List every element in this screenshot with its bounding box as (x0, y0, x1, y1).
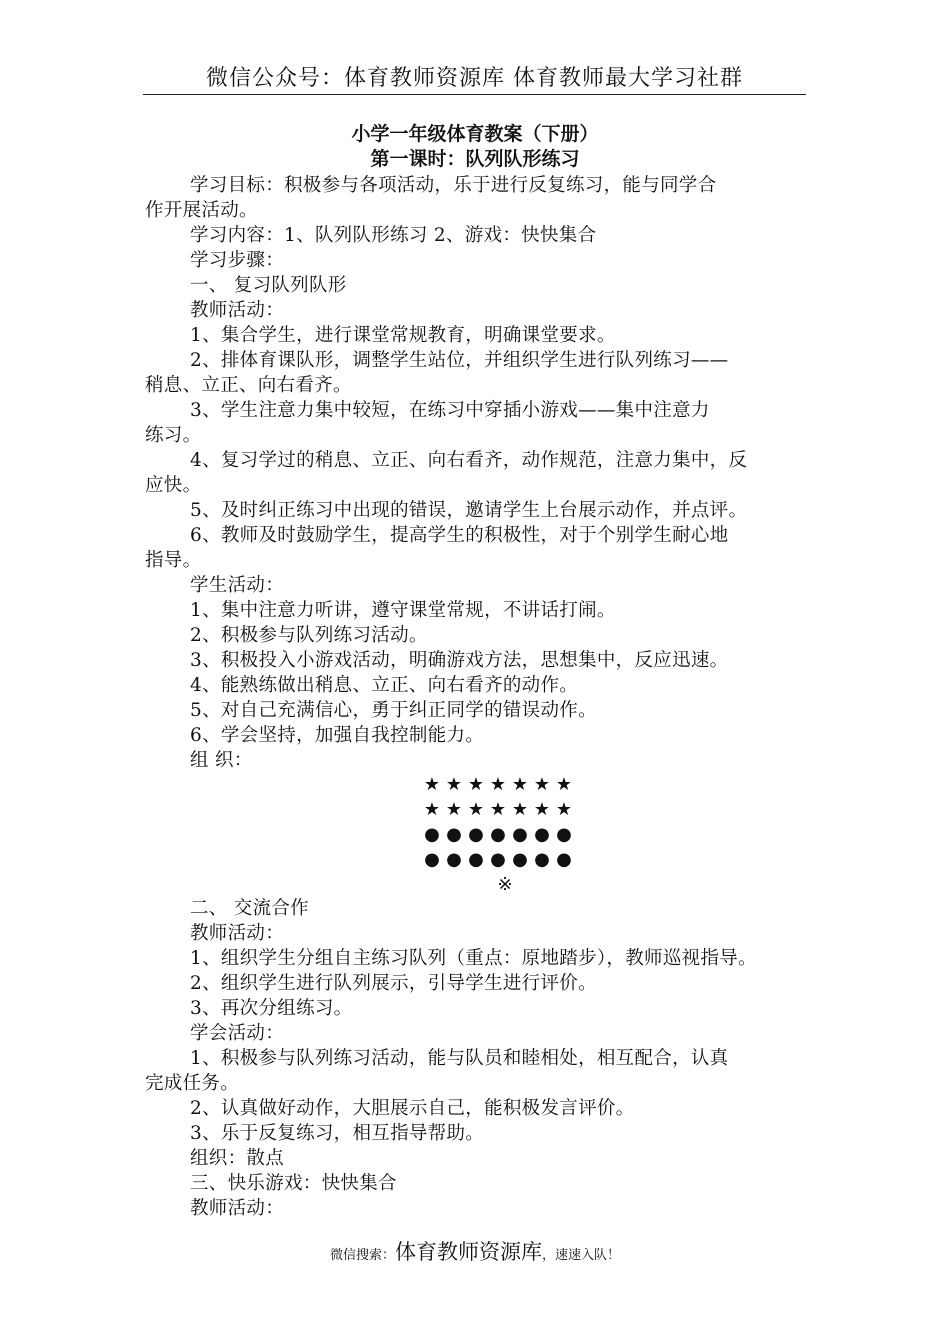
organization-label: 组 织： (190, 750, 253, 771)
teacher-item-3-cont: 练习。 (145, 425, 202, 446)
teacher2-item-1: 1、组织学生分组自主练习队列（重点：原地踏步），教师巡视指导。 (190, 948, 757, 969)
teacher2-item-2: 2、组织学生进行队列展示，引导学生进行评价。 (190, 973, 597, 994)
dot-student-marker: ● (512, 849, 528, 870)
teacher-activity-heading-2: 教师活动： (190, 923, 285, 944)
page-footer (0, 1240, 950, 1268)
learning-content: 学习内容：1、队列队形练习 2、游戏：快快集合 (190, 225, 597, 246)
dot-student-marker: ● (534, 849, 550, 870)
dot-student-marker: ● (468, 849, 484, 870)
teacher-item-2: 2、排体育课队形，调整学生站位，并组织学生进行队列练习—— (190, 350, 729, 371)
dot-student-marker: ● (446, 824, 462, 845)
section-two-heading: 二、 交流合作 (190, 898, 309, 919)
teacher-item-4: 4、复习学过的稍息、立正、向右看齐，动作规范，注意力集中，反 (190, 450, 748, 471)
star-student-marker: ★ (555, 774, 573, 795)
star-student-marker: ★ (489, 774, 507, 795)
dot-student-marker: ● (534, 824, 550, 845)
formation-row (422, 822, 582, 847)
student-item-5: 5、对自己充满信心，勇于纠正同学的错误动作。 (190, 700, 597, 721)
dot-student-marker: ● (424, 824, 440, 845)
student2-item-2: 2、认真做好动作，大胆展示自己，能积极发言评价。 (190, 1098, 635, 1119)
footer-prefix: 微信搜索： (329, 1248, 395, 1263)
document-title: 小学一年级体育教案（下册） (351, 123, 599, 145)
student2-item-1-cont: 完成任务。 (145, 1073, 240, 1094)
star-student-marker: ★ (467, 774, 485, 795)
dot-student-marker: ● (556, 824, 572, 845)
star-student-marker: ★ (511, 774, 529, 795)
teacher-item-2-cont: 稍息、立正、向右看齐。 (145, 375, 352, 396)
student-item-1: 1、集中注意力听讲，遵守课堂常规，不讲话打闹。 (190, 600, 616, 621)
teacher-activity-heading-3: 教师活动： (190, 1198, 285, 1219)
student-activity-heading-2: 学会活动： (190, 1023, 285, 1044)
star-student-marker: ★ (423, 799, 441, 820)
teacher-item-1: 1、集合学生，进行课堂常规教育，明确课堂要求。 (190, 325, 616, 346)
dot-student-marker: ● (556, 849, 572, 870)
section-one-heading: 一、 复习队列队形 (190, 275, 347, 296)
footer-suffix: ，速速入队！ (542, 1248, 621, 1263)
teacher-item-6-cont: 指导。 (145, 550, 202, 571)
star-student-marker: ★ (467, 799, 485, 820)
formation-diagram (422, 772, 582, 872)
formation-row (422, 772, 582, 797)
page-header: 微信公众号：体育教师资源库 体育教师最大学习社群 (143, 64, 806, 95)
learning-steps-heading: 学习步骤： (190, 250, 285, 271)
section-three-heading: 三、快乐游戏：快快集合 (190, 1173, 397, 1194)
star-student-marker: ★ (445, 774, 463, 795)
teacher-item-3: 3、学生注意力集中较短，在练习中穿插小游戏——集中注意力 (190, 400, 710, 421)
star-student-marker: ★ (511, 799, 529, 820)
learning-goal-line2: 作开展活动。 (145, 200, 258, 221)
dot-student-marker: ● (424, 849, 440, 870)
organization-scatter: 组织：散点 (190, 1148, 285, 1169)
dot-student-marker: ● (490, 849, 506, 870)
learning-goal-line1: 学习目标：积极参与各项活动，乐于进行反复练习，能与同学合 (190, 175, 717, 196)
star-student-marker: ★ (445, 799, 463, 820)
student-item-6: 6、学会坚持，加强自我控制能力。 (190, 725, 485, 746)
student-item-3: 3、积极投入小游戏活动，明确游戏方法，思想集中，反应迅速。 (190, 650, 729, 671)
dot-student-marker: ● (512, 824, 528, 845)
lesson-title: 第一课时：队列队形练习 (370, 148, 580, 170)
dot-student-marker: ● (468, 824, 484, 845)
teacher-position-marker: ※ (497, 874, 513, 895)
student2-item-3: 3、乐于反复练习，相互指导帮助。 (190, 1123, 485, 1144)
dot-student-marker: ● (446, 849, 462, 870)
student-item-4: 4、能熟练做出稍息、立正、向右看齐的动作。 (190, 675, 579, 696)
formation-row (422, 847, 582, 872)
formation-row (422, 797, 582, 822)
teacher-item-4-cont: 应快。 (145, 475, 202, 496)
teacher-item-6: 6、教师及时鼓励学生，提高学生的积极性，对于个别学生耐心地 (190, 525, 729, 546)
student2-item-1: 1、积极参与队列练习活动，能与队员和睦相处，相互配合，认真 (190, 1048, 729, 1069)
teacher-activity-heading: 教师活动： (190, 300, 285, 321)
student-item-2: 2、积极参与队列练习活动。 (190, 625, 428, 646)
dot-student-marker: ● (490, 824, 506, 845)
star-student-marker: ★ (533, 799, 551, 820)
star-student-marker: ★ (555, 799, 573, 820)
teacher-item-5: 5、及时纠正练习中出现的错误，邀请学生上台展示动作，并点评。 (190, 500, 748, 521)
star-student-marker: ★ (533, 774, 551, 795)
star-student-marker: ★ (423, 774, 441, 795)
teacher2-item-3: 3、再次分组练习。 (190, 998, 353, 1019)
footer-name: 体育教师资源库 (395, 1240, 542, 1264)
student-activity-heading: 学生活动： (190, 575, 285, 596)
star-student-marker: ★ (489, 799, 507, 820)
